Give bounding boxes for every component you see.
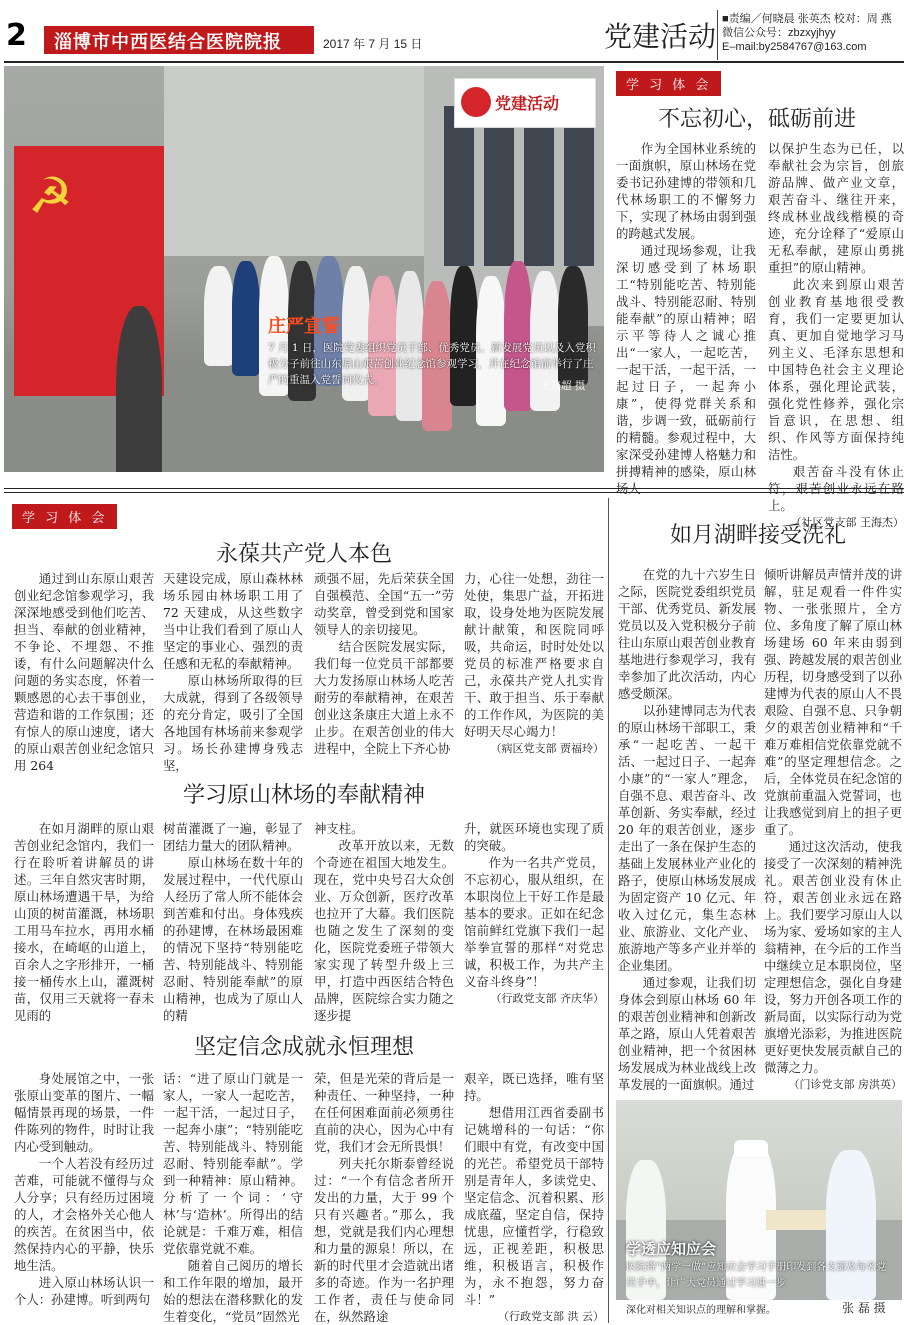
paragraph: 神支柱。 [314, 821, 364, 836]
header-divider [717, 10, 718, 60]
article4-col1 [14, 1070, 154, 1308]
article3-col3 [314, 820, 454, 1024]
article4-title: 坚定信念成就永恒理想 [193, 1035, 414, 1060]
section-tag: 学 习 体 会 [616, 71, 721, 96]
paragraph: 作为一名共产党员，不忘初心，服从组织，在本职岗位上干好工作是最基本的要求。正如在纪念馆前鲜红党旗下我们一起举拳宣誓的那样“对党忠诚，积极工作，为共产主义奋斗终身”！ [464, 855, 604, 989]
oath-photo [4, 66, 604, 472]
article3-col4 [464, 820, 604, 1007]
masthead [44, 26, 314, 54]
photo1-author: 王其超 摄 [540, 380, 586, 392]
paragraph: 顽强不屈，先后荣获全国自强模范、全国“五一”劳动奖章，曾受到党和国家领导人的亲切接见。 [314, 571, 454, 637]
article4-col4 [464, 1070, 604, 1325]
paragraph: 升，就医环境也实现了质的突破。 [464, 821, 604, 853]
paragraph: 艰辛，既已选择，唯有坚持。 [464, 1071, 604, 1103]
issue-date: 2017 年 7 月 15 日 [323, 37, 423, 51]
photo2-caption-tail: 深化对相关知识点的理解和掌握。 [626, 1305, 776, 1316]
article2-col1 [14, 570, 154, 774]
paragraph: 原山林场在数十年的发展过程中，一代代原山人经历了常人所不能体会到苦难和付出。身体残疾的孙建博，在林场最困难的情况下坚持“特别能吃苦、特别能战斗、特别能忍耐、特别能奉献”的原山精神，也成为了原山人的精 [163, 855, 303, 1023]
paragraph: 通过现场参观，让我深切感受到了林场职工“特别能吃苦、特别能战斗、特别能忍耐、特别能奉献”的原山精神；昭示平等待人之诚心推出“一家人，一起吃苦，一起干活，一起干活，一起过日子，一起奔小康”，使得党群关系和谐，步调一致，砥砺前行的精髓。参观过程中，大家深受孙建博人格魅力和拼搏精神的感染，原山林场人 [616, 243, 756, 496]
article2-col2 [163, 570, 303, 774]
paragraph: 进入原山林场认识一个人：孙建博。听到两句 [14, 1275, 154, 1307]
article1-col1 [616, 140, 756, 497]
paragraph: 荣，但是光荣的背后是一种责任、一种坚持，一种在任何困难面前必须勇往直前的决心，因为心中有党，我们才会无所畏惧！ [314, 1071, 454, 1154]
article1-signature: （社区党支部 王海杰） [790, 516, 904, 529]
paragraph: 在如月湖畔的原山艰苦创业纪念馆内，我们一行在聆听着讲解员的讲述。三年自然灾害时期，原山林场遭遇干旱，为给山顶的树苗灌溉，林场职工用马车拉水，再用水桶接水，在崎岖的山道上，百余人之字形排开，一桶接一桶传水上山，灌溉树苗，仅用三天就将一春未见雨的 [14, 821, 154, 1023]
email-line: E–mail:by2584767@163.com [722, 41, 867, 53]
article2-col3 [314, 570, 454, 757]
header-rule [4, 61, 904, 63]
paragraph: 列夫托尔斯泰曾经说过：“一个有信念者所开发出的力量，大于 99 个只有兴趣者。”那么，我想，党就是我们内心理想和力量的源泉！所以，在新的时代里才会造就出诸多的奇迹。作为一名护理工作者，责任与使命同在，纵然路途 [314, 1156, 454, 1324]
article5-signature: （门诊党支部 房洪英） [788, 1078, 902, 1091]
paragraph: 树苗灌溉了一遍，彰显了团结力量大的团队精神。 [163, 821, 303, 853]
paragraph: 通过这次活动，使我接受了一次深刻的精神洗礼。艰苦创业没有休止符，艰苦创业永远在路上。我们要学习原山人以场为家、爱场如家的主人翁精神，在今后的工作当中继续立足本职岗位，坚定理想信念，强化自身建设，努力开创各项工作的新局面，以实际行动为党旗增光添彩，为推进医院更好更快发展贡献自己的微薄之力。 [764, 839, 902, 1075]
paragraph: 结合医院发展实际，我们每一位党员干部都要大力发扬原山林场人吃苦耐劳的奉献精神，在艰苦创业这条康庄大道上永不止步。在艰苦创业的伟大进程中，全院上下齐心协 [314, 639, 454, 756]
article3-signature: （行政党支部 齐庆华） [490, 992, 604, 1005]
section-tag-2: 学 习 体 会 [12, 504, 117, 529]
paragraph: 话：“进了原山门就是一家人，一家人一起吃苦，一起干活，一起过日子，一起奔小康”；“特别能吃苦、特别能战斗、特别能忍耐、特别能奉献”。学到一种精神：原山精神。分析了一个词：‘守林’与‘造林’。所得出的结论就是：千难万难，相信党依靠党就不难。 [163, 1071, 303, 1256]
paragraph: 在党的九十六岁生日之际，医院党委组织党员干部、优秀党员、新发展党员以及入党积极分子前往山东原山艰苦创业教育基地进行参观学习，我有幸参加了此次活动，内心感受颇深。 [618, 567, 756, 701]
article1-col2 [768, 140, 904, 531]
article4-signature: （行政党支部 洪 云） [498, 1310, 604, 1323]
section-divider [4, 488, 904, 493]
editor-info [722, 12, 892, 54]
paragraph: 通过参观，让我们切身体会到原山林场 60 年的艰苦创业精神和创新改革之路，原山人凭着艰苦创业精神，把一个贫困林场发展成为林业战线上改革发展的一面旗帜。通过 [618, 975, 756, 1092]
article1-title: 不忘初心，砥砺前进 [657, 107, 856, 132]
paragraph: 艰苦奋斗没有休止符，艰苦创业永远在路上。 [768, 464, 904, 513]
paragraph: 此次来到原山艰苦创业教育基地很受教育，我们一定要更加认真、更加自觉地学习马列主义、毛泽东思想和中国特色社会主义理论体系，强化理论武装，强化党性修养，强化宗旨意识，在思想、组织、作风等方面保持纯洁性。 [768, 277, 904, 462]
party-building-badge [454, 78, 596, 128]
column-divider [608, 498, 609, 1323]
paragraph: 以保护生态为已任，以奉献社会为宗旨，创旅游品牌、做产业文章，艰苦奋斗、继往开来，终成林业战线楷模的奇迹，充分诠释了“爱原山无私奉献，建原山勇挑重担”的原山精神。 [768, 141, 904, 275]
photo2-author: 张 磊 摄 [842, 1301, 886, 1315]
article3-col1 [14, 820, 154, 1024]
article2-signature: （病区党支部 贾福玲） [490, 742, 604, 755]
page-number: 2 [6, 18, 27, 53]
photo1-title: 庄严宣誓 [268, 316, 340, 337]
article5-col2 [764, 566, 902, 1093]
article2-col4 [464, 570, 604, 757]
paragraph: 作为全国林业系统的一面旗帜，原山林场在党委书记孙建博的带领和几代林场职工的不懈努力下，实现了林场由弱到强的跨越式发展。 [616, 141, 756, 241]
paragraph: 通过到山东原山艰苦创业纪念馆参观学习，我深深地感受到他们吃苦、担当、奉献的创业精神，不争论、不埋怨、不推诿，有什么问题解决什么问题的务实态度，怀着一颗感恩的心去干事创业，营造和谐的工作氛围；还有惊人的原山速度，诸大的原山艰苦创业纪念馆只用 264 [14, 571, 154, 773]
article3-col2 [163, 820, 303, 1024]
article4-col3 [314, 1070, 454, 1325]
paragraph: 身处展馆之中，一张张原山变革的图片、一幅幅情景再现的场景，一件件陈列的物件，时时让我内心受到触动。 [14, 1071, 154, 1154]
photo2-title: 学透应知应会 [626, 1240, 717, 1258]
paragraph: 倾听讲解员声情并茂的讲解，驻足观看一件件实物、一张张照片，全方位、多角度了解了原山林场建场 60 年来由弱到强、跨越发展的艰苦创业历程，切身感受到了以孙建博为代表的原山人不畏艰险、自强不息、只争朝夕的艰苦创业精神和“千难万难相信党依靠党就不难”的坚定理想信念。之后，全体党员在纪念馆的党旗前重温入党誓词，也让我感觉到肩上的担子更重了。 [764, 567, 902, 837]
article3-title: 学习原山林场的奉献精神 [182, 783, 425, 808]
paragraph: 一个人若没有经历过苦难，可能就不懂得与众人分享；只有经历过困境的人，才会格外关心他人的疾苦。在贫困当中，依然保持内心的平静，快乐地生活。 [14, 1156, 154, 1273]
paragraph: 改革开放以来，无数个奇迹在祖国大地发生。现在，党中央号召大众创业、万众创新，医疗改革也拉开了大幕。我们医院也随之发生了深刻的变化，医院党委班子带领大家实现了转型升级上三甲，打造中西医结合特色品牌，医院综合实力随之逐步提 [314, 838, 454, 1023]
photo1-caption: 7 月 1 日，医院党委组织党员干部、优秀党员、新发展党员以及入党积极分子前往山东原山艰苦创业纪念馆参观学习，并在纪念馆前举行了庄严的重温入党誓词仪式。 [268, 342, 596, 386]
paragraph: 天建设完成，原山森林林场乐园由林场职工用了 72 天建成，从这些数字当中让我们看到了原山人坚定的事业心、强烈的责任感和无私的奉献精神。 [163, 571, 303, 671]
paragraph: 原山林场所取得的巨大成就，得到了各级领导的充分肯定，吸引了全国各地国有林场前来参观学习。场长孙建博身残志坚， [163, 673, 303, 773]
paragraph: 力，心往一处想，劲往一处使，集思广益，开拓进取，设身处地为医院发展献计献策，和医院同呼吸，共命运，时时处处以党员的标准严格要求自己，永葆共产党人扎实肯干、敢于担当、乐于奉献的工作作风，为医院的美好明天尽心竭力！ [464, 571, 604, 739]
article5-title: 如月湖畔接受洗礼 [669, 523, 846, 548]
paragraph: 以孙建博同志为代表的原山林场干部职工，秉承“一起吃苦、一起干活、一起过日子、一起奔小康”的“一家人”理念，自强不息、艰苦奋斗、改革创新、务实奉献，经过 20 年的艰苦创业，逐步走出了一条在保护生态的基础上发展林业产业化的路子，使原山林场发展成为固定资产 10 亿元、年收入过亿元，集生态林业、旅游业、文化产业、旅游地产等多产业并举的企业集团。 [618, 703, 756, 973]
speaker-figure [116, 306, 162, 472]
flag-emblem-icon: ☭ [28, 167, 73, 225]
photo2-caption: 医院将“两学一做”应知应会学习手册印发到各支部及每名党员手中，让广大党员通过学习进一步 [626, 1262, 887, 1289]
article2-title: 永葆共产党人本色 [215, 542, 392, 567]
article5-col1 [618, 566, 756, 1093]
paragraph: 想借用江西省委副书记姚增科的一句话：“你们眼中有党，有改变中国的光芒。希望党员干部特别是青年人，多读党史、坚定信念、沉着积累、形成底蕴，坚定自信，保持忧患，应懂哲学，行稳致远，正视差距，积极思维，积极语言，积极作为，永不抱怨，努力奋斗！” [464, 1105, 604, 1307]
badge-label: 党建活动 [495, 94, 560, 113]
wechat-line: 微信公众号：zbzxyjhyy [722, 27, 836, 39]
party-emblem-icon [461, 87, 491, 117]
masthead-title: 淄博市中西医结合医院院报 [54, 32, 282, 53]
paragraph: 随着自己阅历的增长和工作年限的增加，最开始的想法在潜移默化的发生着变化，“党员”固然光 [163, 1258, 303, 1324]
editor-line: ■责编／何晓晨 张英杰 校对：周 燕 [722, 13, 892, 25]
section-title: 党建活动 [604, 20, 717, 53]
article4-col2 [163, 1070, 303, 1325]
